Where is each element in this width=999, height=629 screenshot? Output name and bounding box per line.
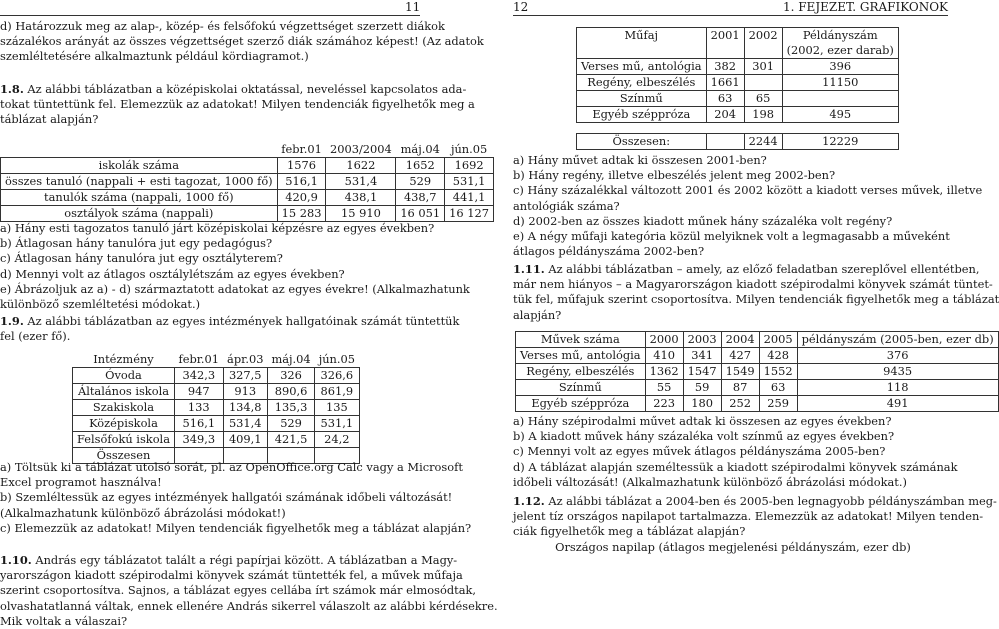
table-cell: 529 — [267, 416, 314, 432]
question: időbeli változását! (Alkalmazhatunk különböző ábrázolási módokat.) — [513, 474, 907, 489]
table-cell: 1661 — [706, 75, 744, 91]
table-cell: 16 051 — [396, 206, 445, 222]
table-cell: 12229 — [782, 134, 898, 150]
question: (Alkalmazhatunk különböző ábrázolási módokat!) — [0, 505, 286, 520]
exercise-text: fel (ezer fő). — [0, 329, 71, 344]
table-cell: 342,3 — [174, 368, 223, 384]
table-cell: 11150 — [782, 75, 898, 91]
table-cell: 135 — [315, 400, 359, 416]
row-label: tanulók száma (nappali, 1000 fő) — [1, 190, 278, 206]
table-cell: 441,1 — [445, 190, 494, 206]
table-cell: 134,8 — [223, 400, 267, 416]
table-cell: 491 — [797, 396, 998, 412]
question: b) Átlagosan hány tanulóra jut egy pedagógus? — [0, 236, 273, 251]
table-cell: 1549 — [721, 364, 759, 380]
table-row — [516, 348, 999, 364]
exercise-text: jelent tíz országos napilapot tartalmazza. Elemezzük az adatokat! Milyen tenden- — [513, 509, 984, 524]
row-label: osztályok száma (nappali) — [1, 206, 278, 222]
row-label: Óvoda — [73, 368, 175, 384]
page-number-right: 12 — [513, 0, 529, 14]
table-cell: 409,1 — [223, 432, 267, 448]
table-cell: 2244 — [744, 134, 782, 150]
table-cell: 421,5 — [267, 432, 314, 448]
table-cell — [744, 75, 782, 91]
question: Excel programot használva! — [0, 475, 162, 490]
table-row — [73, 384, 360, 400]
question: c) Hány százalékkal változott 2001 és 2002 között a kiadott verses művek, illetve — [513, 183, 983, 198]
exercise-text: Az alábbi táblázatban a középiskolai oktatással, neveléssel kapcsolatos ada- — [23, 82, 467, 96]
row-label: Összesen — [73, 448, 175, 464]
table-cell: 326 — [267, 368, 314, 384]
column-header: jún.05 — [450, 142, 488, 156]
exercise-1-10 — [0, 553, 498, 629]
row-label: Általános iskola — [73, 384, 175, 400]
exercise-1-11 — [513, 262, 999, 323]
table-cell: 428 — [759, 348, 797, 364]
table-cell: 63 — [759, 380, 797, 396]
table-cell: 913 — [223, 384, 267, 400]
table-row — [577, 59, 899, 75]
exercise-text: már nem hiányos – a Magyarországon kiadott szépirodalmi könyvek számát tüntet- — [513, 277, 993, 292]
column-header: ápr.03 — [227, 352, 264, 366]
table-header-row — [577, 28, 899, 44]
table-cell: 327,5 — [223, 368, 267, 384]
chapter-title: 1. FEJEZET. GRAFIKONOK — [782, 0, 948, 14]
table-cell: 24,2 — [315, 432, 359, 448]
row-label: Verses mű, antológia — [577, 59, 707, 75]
table-cell: 349,3 — [174, 432, 223, 448]
row-label: Középiskola — [73, 416, 175, 432]
table-row — [516, 380, 999, 396]
question: c) Elemezzük az adatokat! Milyen tendenciák figyelhetők meg a táblázat alapján? — [0, 520, 472, 535]
row-label: Egyéb széppróza — [577, 107, 707, 123]
exercise-text: alapján? — [513, 307, 562, 322]
table-row — [577, 91, 899, 107]
column-header: 2005 — [759, 332, 797, 348]
question: b) Szemléltessük az egyes intézmények hallgatói számának időbeli változását! — [0, 490, 453, 505]
column-header: Műfaj — [577, 28, 707, 44]
table-cell: 1652 — [396, 158, 445, 174]
column-header: Példányszám — [782, 28, 898, 44]
exercise-1-9-questions — [0, 460, 472, 536]
table-cell: 341 — [683, 348, 721, 364]
exercise-text: Az alábbi táblázatban az egyes intézmények hallgatóinak számát tüntettük — [23, 314, 460, 328]
table-row — [516, 364, 999, 380]
column-header: példányszám (2005-ben, ezer db) — [797, 332, 998, 348]
table-cell: 204 — [706, 107, 744, 123]
column-header: febr.01 — [281, 142, 322, 156]
question: a) Hány művet adtak ki összesen 2001-ben? — [513, 153, 767, 167]
table-cell: 1547 — [683, 364, 721, 380]
question: d) 2002-ben az összes kiadott műnek hány százaléka volt regény? — [513, 213, 893, 228]
table-cell: 1362 — [645, 364, 683, 380]
table-cell: 1692 — [445, 158, 494, 174]
institution-students-table — [72, 352, 360, 464]
table-cell: 410 — [645, 348, 683, 364]
table-row — [1, 174, 494, 190]
table-cell: 15 910 — [326, 206, 396, 222]
column-header: máj.04 — [400, 142, 440, 156]
question: c) Mennyi volt az egyes művek átlagos példányszáma 2005-ben? — [513, 444, 886, 459]
exercise-text: Az alábbi táblázat a 2004-ben és 2005-ben legnagyobb példányszámban meg- — [544, 494, 997, 508]
exercise-number: 1.12. — [513, 494, 545, 508]
row-label: összes tanuló (nappali + esti tagozat, 1000 fő) — [1, 174, 278, 190]
table-cell: 1576 — [277, 158, 326, 174]
table-cell: 438,1 — [326, 190, 396, 206]
table-cell: 59 — [683, 380, 721, 396]
table-cell: 63 — [706, 91, 744, 107]
exercise-1-8 — [0, 82, 475, 128]
question: b) A kiadott művek hány százaléka volt színmű az egyes években? — [513, 429, 895, 444]
school-statistics-table — [0, 142, 494, 222]
table-header-row — [73, 352, 360, 368]
question: e) A négy műfaji kategória közül melyiknek volt a legmagasabb a műveként — [513, 229, 950, 244]
row-label: Regény, elbeszélés — [516, 364, 646, 380]
table-cell: 65 — [744, 91, 782, 107]
header-rule — [0, 15, 420, 16]
table-cell: 135,3 — [267, 400, 314, 416]
exercise-number: 1.9. — [0, 314, 24, 328]
table-row — [577, 75, 899, 91]
exercise-text: yarországon kiadott szépirodalmi könyvek számát tüntették fel, a művek műfaja — [0, 568, 463, 583]
header-rule — [513, 15, 948, 16]
exercise-text: táblázat alapján? — [0, 112, 99, 127]
question: a) Töltsük ki a táblázat utolsó sorát, pl. az OpenOffice.org Calc vagy a Microsoft — [0, 460, 463, 474]
left-page — [0, 0, 498, 628]
exercise-text: szerint csoportosítva. Sajnos, a táblázat egyes cellába írt számok már elmosódtak, — [0, 583, 477, 598]
column-header: 2002 — [744, 28, 782, 44]
column-header: 2004 — [721, 332, 759, 348]
table-cell: 516,1 — [174, 416, 223, 432]
exercise-text: Az alábbi táblázatban – amely, az előző feladatban szereplővel ellentétben, — [544, 262, 980, 276]
row-label: iskolák száma — [1, 158, 278, 174]
intro-line: százalékos arányát az összes végzettséget szerző diák számához képest! (Az adatok — [0, 34, 484, 49]
exercise-text: Mik voltak a válaszai? — [0, 613, 128, 628]
table-total-row — [577, 134, 899, 150]
table-cell: 223 — [645, 396, 683, 412]
table-cell: 1552 — [759, 364, 797, 380]
table-cell: 301 — [744, 59, 782, 75]
exercise-number: 1.8. — [0, 82, 24, 96]
exercise-number: 1.10. — [0, 553, 32, 567]
table-cell: 438,7 — [396, 190, 445, 206]
table-cell: 531,4 — [223, 416, 267, 432]
exercise-1-9 — [0, 314, 460, 344]
genre-table-complete — [515, 331, 999, 412]
page-number-left: 11 — [405, 0, 421, 14]
table-cell: 516,1 — [277, 174, 326, 190]
table-row — [1, 206, 494, 222]
table-cell — [782, 91, 898, 107]
table-cell: 252 — [721, 396, 759, 412]
table-cell: 259 — [759, 396, 797, 412]
exercise-text: olvashatatlanná váltak, ennek ellenére András sikerrel válaszolt az alábbi kérdésekre. — [0, 598, 498, 613]
intro-paragraph — [0, 19, 484, 65]
table-row — [1, 158, 494, 174]
question: b) Hány regény, illetve elbeszélés jelent meg 2002-ben? — [513, 168, 836, 183]
question: átlagos példányszáma 2002-ben? — [513, 244, 705, 259]
column-header: máj.04 — [271, 352, 311, 366]
column-header: Intézmény — [93, 352, 154, 366]
table-row — [577, 107, 899, 123]
table-header-row — [516, 332, 999, 348]
exercise-1-10-questions — [513, 153, 983, 259]
exercise-text: András egy táblázatot talált a régi papírjai között. A táblázatban a Magy- — [31, 553, 458, 567]
question: antológiák száma? — [513, 198, 620, 213]
question: d) A táblázat alapján személtessük a kiadott szépirodalmi könyvek számának — [513, 459, 958, 474]
genre-table-incomplete — [576, 27, 899, 150]
question: d) Mennyi volt az átlagos osztálylétszám az egyes években? — [0, 266, 345, 281]
exercise-1-11-questions — [513, 414, 958, 490]
table-cell — [706, 134, 744, 150]
exercise-1-8-questions — [0, 221, 470, 312]
row-label: Felsőfokú iskola — [73, 432, 175, 448]
row-label: Összesen: — [577, 134, 707, 150]
table-cell: 396 — [782, 59, 898, 75]
column-header: febr.01 — [178, 352, 220, 366]
question: különböző szemléltetési módokat.) — [0, 297, 201, 312]
intro-line: d) Határozzuk meg az alap-, közép- és felsőfokú végzettséget szerzett diákok — [0, 19, 445, 33]
question: a) Hány esti tagozatos tanuló járt középiskolai képzésre az egyes években? — [0, 221, 435, 235]
exercise-text: ciák figyelhetők meg a táblázat alapján? — [513, 524, 746, 539]
column-header: 2003 — [683, 332, 721, 348]
table-row — [73, 432, 360, 448]
table-row — [73, 416, 360, 432]
table-row — [1, 190, 494, 206]
row-label: Színmű — [577, 91, 707, 107]
column-header: 2003/2004 — [329, 142, 392, 156]
question: a) Hány szépirodalmi művet adtak ki összesen az egyes években? — [513, 414, 892, 428]
column-header: Művek száma — [516, 332, 646, 348]
table-cell: 198 — [744, 107, 782, 123]
table-cell: 1622 — [326, 158, 396, 174]
table-cell: 87 — [721, 380, 759, 396]
column-subheader: (2002, ezer darab) — [782, 43, 898, 59]
table-cell: 382 — [706, 59, 744, 75]
column-header: 2001 — [706, 28, 744, 44]
table-cell: 15 283 — [277, 206, 326, 222]
table-cell: 947 — [174, 384, 223, 400]
column-header: jún.05 — [318, 352, 356, 366]
table-cell: 9435 — [797, 364, 998, 380]
row-label: Regény, elbeszélés — [577, 75, 707, 91]
right-page — [488, 0, 999, 620]
row-label: Egyéb széppróza — [516, 396, 646, 412]
row-label: Színmű — [516, 380, 646, 396]
table-row — [73, 368, 360, 384]
question: e) Ábrázoljuk az a) - d) származtatott adatokat az egyes évekre! (Alkalmazhatunk — [0, 281, 470, 296]
table-cell: 531,1 — [315, 416, 359, 432]
exercise-number: 1.11. — [513, 262, 545, 276]
exercise-text: tokat tüntettünk fel. Elemezzük az adatokat! Milyen tendenciák figyelhetők meg a — [0, 97, 475, 112]
row-label: Verses mű, antológia — [516, 348, 646, 364]
question: c) Átlagosan hány tanulóra jut egy osztályterem? — [0, 251, 283, 266]
row-label: Szakiskola — [73, 400, 175, 416]
table-cell: 420,9 — [277, 190, 326, 206]
table-cell: 133 — [174, 400, 223, 416]
table-cell: 118 — [797, 380, 998, 396]
table-cell: 890,6 — [267, 384, 314, 400]
intro-line: szemléltetésére alkalmaztunk például kördiagramot.) — [0, 49, 309, 64]
exercise-1-12 — [513, 494, 997, 555]
table-cell: 180 — [683, 396, 721, 412]
table-cell: 861,9 — [315, 384, 359, 400]
table-cell: 55 — [645, 380, 683, 396]
table-header-row — [1, 142, 494, 158]
table-cell: 16 127 — [445, 206, 494, 222]
table-cell: 326,6 — [315, 368, 359, 384]
column-header: 2000 — [645, 332, 683, 348]
table-cell: 531,4 — [326, 174, 396, 190]
table-row — [73, 400, 360, 416]
table-cell: 376 — [797, 348, 998, 364]
table-cell: 427 — [721, 348, 759, 364]
table-cell: 531,1 — [445, 174, 494, 190]
table-caption: Országos napilap (átlagos megjelenési példányszám, ezer db) — [555, 539, 911, 554]
table-subheader-row — [577, 43, 899, 59]
exercise-text: tük fel, műfajuk szerint csoportosítva. Milyen tendenciák figyelhetők meg a táblázat — [513, 292, 999, 307]
table-cell: 495 — [782, 107, 898, 123]
table-cell: 529 — [396, 174, 445, 190]
table-row — [516, 396, 999, 412]
